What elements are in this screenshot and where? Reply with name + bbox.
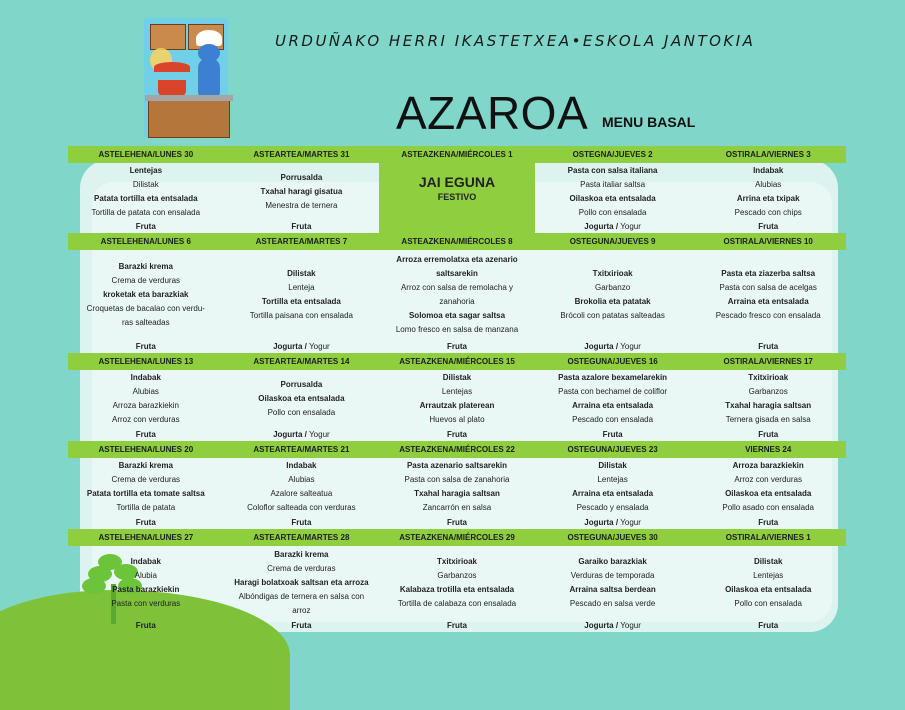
dish-name: Pasta con salsa de acelgas bbox=[719, 283, 817, 292]
dish-name-eu: kroketak eta barazkiak bbox=[103, 290, 189, 299]
week-menu-row bbox=[68, 370, 846, 441]
day-header: OSTEGUNA/JUEVES 9 bbox=[569, 237, 656, 246]
day-header: OSTIRALA/VIERNES 1 bbox=[725, 533, 811, 542]
dish-name-eu: Indabak bbox=[286, 461, 317, 470]
dessert-line bbox=[273, 428, 330, 441]
day-header: OSTEGNA/JUEVES 2 bbox=[572, 150, 653, 159]
dish-name-eu: Porrusalda bbox=[280, 380, 323, 389]
day-header: OSTIRALA/VIERNES 17 bbox=[723, 357, 813, 366]
dish-name-eu: Arroza barazkiekin bbox=[732, 461, 804, 470]
dish-name-eu: Txahal haragi gisatua bbox=[260, 186, 343, 196]
dessert-line bbox=[136, 428, 156, 441]
holiday-cell bbox=[379, 163, 535, 233]
day-menu-cell bbox=[535, 163, 691, 233]
dish-name: Menestra de ternera bbox=[265, 200, 338, 210]
dish-name-eu: Kalabaza trotilla eta entsalada bbox=[399, 584, 515, 594]
day-header: ASTELEHENA/LUNES 27 bbox=[98, 533, 194, 542]
school-canteen-title: URDUÑAKO HERRI IKASTETXEA•ESKOLA JANTOKIA bbox=[275, 32, 756, 50]
dish-name: Coloflor salteada con verduras bbox=[247, 503, 356, 512]
dessert-label: Fruta bbox=[758, 621, 779, 630]
dessert-label: Fruta bbox=[446, 430, 467, 439]
dessert-line bbox=[447, 428, 467, 441]
day-header: OSTIRALA/VIERNES 3 bbox=[725, 150, 811, 159]
dessert-line bbox=[136, 516, 156, 529]
dessert-line bbox=[584, 340, 641, 353]
week-header-row bbox=[68, 441, 846, 458]
dish-name: Pescado y ensalada bbox=[576, 503, 649, 512]
dessert-label: Fruta bbox=[135, 222, 156, 231]
dessert-label: Jogurta / bbox=[584, 518, 619, 527]
day-menu-cell bbox=[690, 546, 846, 632]
dessert-line bbox=[584, 619, 641, 632]
week-menu-row bbox=[68, 458, 846, 529]
dish-name-eu: Pasta con salsa italiana bbox=[567, 165, 658, 175]
dish-name: Arroz con salsa de remolacha y bbox=[400, 283, 514, 292]
dessert-label: Jogurta / bbox=[273, 342, 307, 351]
day-menu-cell bbox=[690, 458, 846, 529]
dessert-label: Jogurta / bbox=[584, 342, 619, 351]
week-header-row bbox=[68, 146, 846, 163]
dessert-line bbox=[136, 340, 156, 353]
dish-name-eu: Oilaskoa eta entsalada bbox=[725, 584, 812, 594]
dish-name: Zancarrón en salsa bbox=[422, 503, 492, 512]
dish-name-eu: Arroza erremolatxa eta azenario bbox=[396, 255, 518, 264]
dish-name: Pasta con bechamel de coliflor bbox=[558, 387, 668, 396]
dessert-label: Fruta bbox=[758, 222, 779, 231]
dish-name-eu: Barazki krema bbox=[274, 549, 329, 559]
dessert-line bbox=[291, 619, 311, 632]
day-header: ASTEAZKENA/MIÉRCOLES 15 bbox=[399, 357, 515, 366]
day-header: ASTEAZKENA/MIÉRCOLES 8 bbox=[401, 237, 513, 246]
dish-name-eu: Indabak bbox=[753, 165, 784, 175]
dish-name-eu: saltsarekin bbox=[436, 269, 478, 278]
day-header: ASTELEHENA/LUNES 20 bbox=[98, 445, 194, 454]
dish-name: Crema de verduras bbox=[111, 475, 181, 484]
dish-name-eu: Arrautzak platerean bbox=[419, 401, 495, 410]
holiday-label-es: FESTIVO bbox=[437, 192, 477, 202]
day-header: ASTEARTEA/MARTES 31 bbox=[253, 150, 350, 159]
day-header: ASTEARTEA/MARTES 7 bbox=[255, 237, 348, 246]
dish-name: Pollo con ensalada bbox=[578, 207, 647, 217]
dessert-label-es: Yogur bbox=[309, 430, 330, 439]
chef-cooking-illustration-icon bbox=[144, 18, 228, 138]
dish-name: Azalore salteatua bbox=[270, 489, 333, 498]
dessert-label-es: Yogur bbox=[620, 621, 641, 630]
dish-name: Tortilla paisana con ensalada bbox=[249, 311, 353, 320]
week-header-row bbox=[68, 233, 846, 250]
dessert-label-es: Yogur bbox=[620, 342, 641, 351]
week-header-row bbox=[68, 529, 846, 546]
day-header: ASTELEHENA/LUNES 6 bbox=[100, 237, 191, 246]
dish-name-eu: Garaiko barazkiak bbox=[578, 556, 647, 566]
dessert-label: Fruta bbox=[758, 430, 779, 439]
day-header: ASTEARTEA/MARTES 28 bbox=[253, 533, 350, 542]
dish-name: Huevos al plato bbox=[429, 415, 485, 424]
dish-name-eu: Dilistak bbox=[287, 269, 316, 278]
dish-name-eu: Txitxirioak bbox=[748, 373, 789, 382]
dish-name-eu: Dilistak bbox=[753, 556, 783, 566]
day-menu-cell bbox=[535, 458, 691, 529]
dish-name: Arroza barazkiekin bbox=[112, 401, 179, 410]
day-header: ASTEARTEA/MARTES 14 bbox=[253, 357, 350, 366]
day-header: ASTEAZKENA/MIÉRCOLES 22 bbox=[399, 445, 515, 454]
dish-name-eu: Txahal haragia saltsan bbox=[725, 401, 812, 410]
dish-name-eu: Oilaskoa eta entsalada bbox=[258, 394, 345, 403]
dish-name: Pescado en salsa verde bbox=[569, 598, 656, 608]
dish-name-eu: Patata tortilla eta entsalada bbox=[94, 193, 198, 203]
menu-type-label: MENU BASAL bbox=[602, 114, 696, 130]
dish-name-eu: Tortilla eta entsalada bbox=[261, 297, 341, 306]
dish-name-eu: Dilistak bbox=[598, 461, 627, 470]
dish-name: Tortilla de patata con ensalada bbox=[91, 207, 201, 217]
dessert-line bbox=[273, 340, 330, 353]
dessert-label: Fruta bbox=[446, 342, 467, 351]
dessert-label: Fruta bbox=[291, 222, 312, 231]
day-header: OSTEGUNA/JUEVES 23 bbox=[567, 445, 658, 454]
day-header: OSTEGUNA/JUEVES 30 bbox=[567, 533, 658, 542]
dessert-label: Fruta bbox=[602, 430, 623, 439]
week-menu-row bbox=[68, 250, 846, 353]
day-header: ASTEARTEA/MARTES 21 bbox=[253, 445, 350, 454]
dish-name-eu: Arraina eta entsalada bbox=[572, 401, 654, 410]
day-menu-cell bbox=[535, 546, 691, 632]
holiday-label: JAI EGUNA bbox=[418, 174, 496, 190]
dessert-label: Fruta bbox=[291, 621, 312, 630]
dish-name-eu: Brokolia eta patatak bbox=[574, 297, 651, 306]
dessert-label: Fruta bbox=[446, 518, 467, 527]
dish-name: Lomo fresco en salsa de manzana bbox=[395, 325, 519, 334]
weekly-menu-grid bbox=[68, 146, 846, 632]
dish-name: ras salteadas bbox=[122, 318, 170, 327]
dish-name-eu: Barazki krema bbox=[118, 461, 173, 470]
dessert-line bbox=[136, 619, 156, 632]
dish-name: Alubia bbox=[134, 570, 157, 580]
day-menu-cell bbox=[68, 250, 224, 353]
day-menu-cell bbox=[690, 250, 846, 353]
week-header-row bbox=[68, 353, 846, 370]
dessert-label: Jogurta / bbox=[584, 222, 619, 231]
dessert-label: Fruta bbox=[135, 342, 156, 351]
dessert-line bbox=[603, 428, 623, 441]
dish-name: Verduras de temporada bbox=[570, 570, 655, 580]
day-menu-cell bbox=[224, 163, 380, 233]
dish-name: Pescado fresco con ensalada bbox=[715, 311, 821, 320]
dessert-label-es: Yogur bbox=[620, 518, 641, 527]
dish-name-eu: Pasta eta ziazerba saltsa bbox=[721, 269, 816, 278]
dish-name: Pescado con ensalada bbox=[572, 415, 654, 424]
dish-name-eu: Indabak bbox=[130, 556, 161, 566]
dish-name: Pollo con ensalada bbox=[734, 598, 802, 608]
month-title: AZAROA bbox=[396, 87, 589, 139]
week-menu-row bbox=[68, 163, 846, 233]
dish-name-eu: Patata tortilla eta tomate saltsa bbox=[86, 489, 205, 498]
dish-name-eu: Pasta azenario saltsarekin bbox=[406, 461, 508, 470]
dessert-line bbox=[584, 516, 641, 529]
dish-name-eu: Oilaskoa eta entsalada bbox=[569, 193, 656, 203]
dish-name: Ternera gisada en salsa bbox=[725, 415, 811, 424]
dessert-line bbox=[447, 340, 467, 353]
dessert-label: Fruta bbox=[291, 518, 312, 527]
dish-name: Lentejas bbox=[753, 570, 784, 580]
dessert-line bbox=[758, 428, 778, 441]
dessert-label: Fruta bbox=[446, 621, 467, 630]
dessert-line bbox=[758, 340, 778, 353]
dessert-line bbox=[447, 516, 467, 529]
dish-name: zanahoria bbox=[439, 297, 475, 306]
dish-name-eu: Txitxirioak bbox=[592, 269, 633, 278]
dessert-line bbox=[758, 220, 778, 233]
dish-name-eu: Lentejas bbox=[129, 165, 163, 175]
dish-name: Garbanzos bbox=[748, 387, 788, 396]
day-header: ASTELEHENA/LUNES 30 bbox=[98, 150, 194, 159]
dessert-label: Fruta bbox=[135, 430, 156, 439]
dish-name-eu: Porrusalda bbox=[280, 172, 323, 182]
day-menu-cell bbox=[379, 458, 535, 529]
dish-name-eu: Barazki krema bbox=[118, 262, 173, 271]
dish-name: Crema de verduras bbox=[111, 276, 181, 285]
dessert-line bbox=[758, 516, 778, 529]
day-menu-cell bbox=[68, 163, 224, 233]
day-menu-cell bbox=[690, 163, 846, 233]
dish-name: Alubias bbox=[288, 475, 315, 484]
dish-name: Garbanzos bbox=[437, 570, 477, 580]
day-menu-cell bbox=[224, 370, 380, 441]
day-menu-cell bbox=[68, 546, 224, 632]
dish-name: Pasta con verduras bbox=[111, 598, 181, 608]
day-menu-cell bbox=[224, 546, 380, 632]
day-menu-cell bbox=[68, 370, 224, 441]
day-header: ASTELEHENA/LUNES 13 bbox=[98, 357, 194, 366]
dish-name-eu: Indabak bbox=[130, 373, 161, 382]
dish-name-eu: Txahal haragia saltsan bbox=[414, 489, 500, 498]
dish-name: Alubias bbox=[132, 387, 159, 396]
dish-name: Lenteja bbox=[288, 283, 315, 292]
dish-name: Pollo asado con ensalada bbox=[722, 503, 814, 512]
dish-name: Garbanzo bbox=[595, 283, 631, 292]
dessert-label: Fruta bbox=[135, 518, 156, 527]
dish-name: Alubias bbox=[755, 179, 782, 189]
day-menu-cell bbox=[68, 458, 224, 529]
dish-name: Lentejas bbox=[597, 475, 628, 484]
day-menu-cell bbox=[379, 546, 535, 632]
day-menu-cell bbox=[535, 370, 691, 441]
dish-name: Tortilla de calabaza con ensalada bbox=[397, 598, 517, 608]
dish-name: Arroz con verduras bbox=[112, 415, 180, 424]
day-header: OSTEGUNA/JUEVES 16 bbox=[567, 357, 658, 366]
dish-name: Croquetas de bacalao con verdu- bbox=[86, 304, 205, 313]
day-header: ASTEAZKENA/MIÉRCOLES 1 bbox=[401, 150, 513, 159]
day-menu-cell bbox=[379, 370, 535, 441]
dessert-label-es: Yogur bbox=[309, 342, 330, 351]
day-menu-cell bbox=[535, 250, 691, 353]
day-menu-cell bbox=[379, 250, 535, 353]
dish-name-eu: Haragi bolatxoak saltsan eta arroza bbox=[234, 577, 369, 587]
dish-name: Lentejas bbox=[441, 387, 473, 396]
dish-name-eu: Arraina eta entsalada bbox=[727, 297, 809, 306]
dessert-label: Fruta bbox=[758, 518, 779, 527]
dessert-label: Jogurta / bbox=[584, 621, 619, 630]
day-menu-cell bbox=[690, 370, 846, 441]
day-header: ASTEAZKENA/MIÉRCOLES 29 bbox=[399, 533, 515, 542]
dish-name-eu: Arraina saltsa berdean bbox=[569, 584, 656, 594]
dish-name-eu: Oilaskoa eta entsalada bbox=[725, 489, 812, 498]
dish-name: Pasta con salsa de zanahoria bbox=[404, 475, 510, 484]
dish-name-eu: Txitxirioak bbox=[436, 556, 477, 566]
day-menu-cell bbox=[224, 250, 380, 353]
dish-name-eu: Pasta barazkiekin bbox=[112, 584, 180, 594]
dessert-line bbox=[584, 220, 641, 233]
dish-name-eu: Dilistak bbox=[442, 373, 472, 382]
dessert-label: Fruta bbox=[758, 342, 779, 351]
dessert-label: Jogurta / bbox=[273, 430, 307, 439]
dish-name: Tortilla de patata bbox=[116, 503, 176, 512]
dessert-label-es: Yogur bbox=[620, 222, 641, 231]
dessert-line bbox=[758, 619, 778, 632]
dish-name: Pollo con ensalada bbox=[267, 408, 336, 417]
dish-name: Pasta italiar saltsa bbox=[580, 179, 646, 189]
dessert-line bbox=[291, 516, 311, 529]
dish-name-eu: Arrina eta txipak bbox=[736, 193, 800, 203]
dish-name: Crema de verduras bbox=[267, 563, 336, 573]
dish-name: Brócoli con patatas salteadas bbox=[560, 311, 665, 320]
dessert-label: Fruta bbox=[135, 621, 156, 630]
day-header: OSTIRALA/VIERNES 10 bbox=[723, 237, 813, 246]
dessert-line bbox=[447, 619, 467, 632]
dish-name: Albóndigas de ternera en salsa con arroz bbox=[238, 591, 365, 615]
dessert-line bbox=[136, 220, 156, 233]
dish-name-eu: Arraina eta entsalada bbox=[572, 489, 654, 498]
week-menu-row bbox=[68, 546, 846, 632]
dish-name: Arroz con verduras bbox=[734, 475, 802, 484]
dish-name: Dilistak bbox=[132, 179, 159, 189]
dish-name-eu: Pasta azalore bexamelarekin bbox=[558, 373, 668, 382]
dessert-line bbox=[291, 220, 311, 233]
dish-name: Pescado con chips bbox=[734, 207, 802, 217]
day-menu-cell bbox=[224, 458, 380, 529]
day-header: VIERNES 24 bbox=[745, 445, 792, 454]
dish-name-eu: Solomoa eta sagar saltsa bbox=[408, 311, 506, 320]
